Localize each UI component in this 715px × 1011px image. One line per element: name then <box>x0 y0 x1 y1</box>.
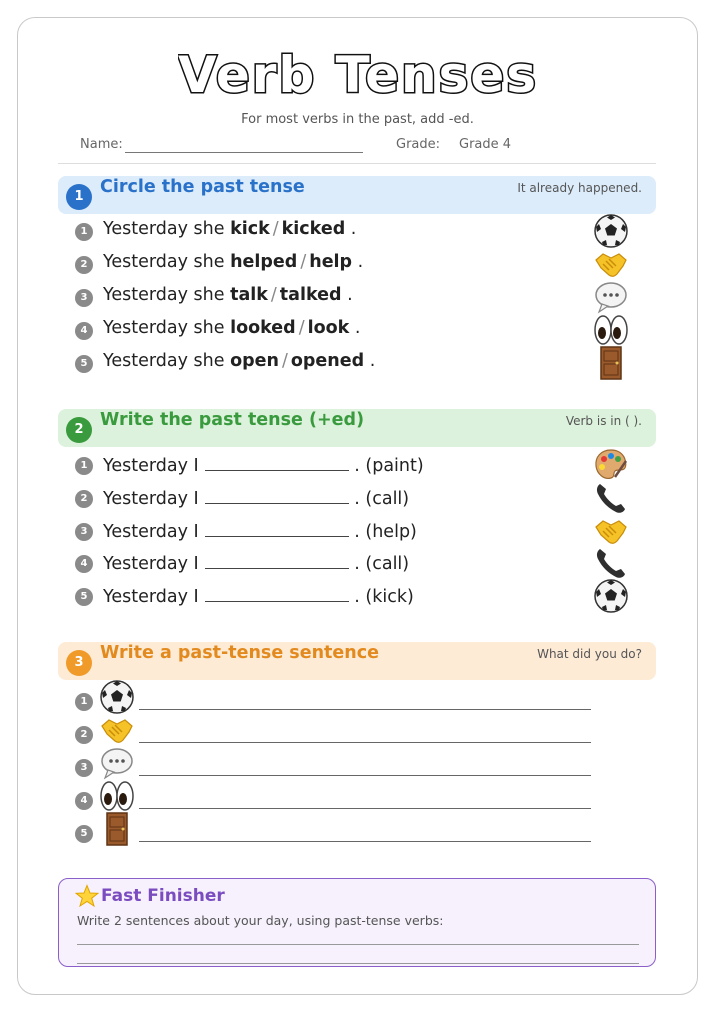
fast-finisher-box <box>58 878 656 967</box>
item-prefix: Yesterday she <box>103 219 225 239</box>
section-number: 3 <box>66 650 92 676</box>
answer-blank[interactable] <box>205 584 349 602</box>
handshake-icon <box>593 246 629 282</box>
item-number: 5 <box>75 355 93 373</box>
item-number: 3 <box>75 759 93 777</box>
item-prefix: Yesterday I <box>103 522 199 542</box>
name-field[interactable] <box>125 152 363 153</box>
answer-blank[interactable] <box>205 486 349 504</box>
item-verb: . (call) <box>354 489 410 509</box>
section-3-item <box>75 718 595 748</box>
section-3-item <box>75 817 595 847</box>
answer-blank[interactable] <box>205 519 349 537</box>
section-2-header <box>58 409 656 447</box>
page-title <box>0 40 715 110</box>
writing-line[interactable] <box>77 944 639 945</box>
choice-option[interactable]: open <box>230 351 279 371</box>
item-end: . <box>347 285 353 305</box>
palette-icon <box>593 447 629 483</box>
item-verb: . (call) <box>354 554 410 574</box>
section-hint: Verb is in ( ). <box>565 414 642 428</box>
soccer-ball-icon <box>593 578 629 614</box>
section-number: 1 <box>66 184 92 210</box>
item-number: 1 <box>75 693 93 711</box>
speech-bubble-icon <box>99 745 135 781</box>
item-prefix: Yesterday I <box>103 554 199 574</box>
item-end: . <box>350 219 357 239</box>
door-icon <box>99 811 135 847</box>
finisher-instructions: Write 2 sentences about your day, using past-tense verbs: <box>77 913 444 928</box>
item-number: 4 <box>75 322 93 340</box>
grade-label: Grade: <box>396 137 441 152</box>
sentence-line[interactable] <box>139 742 591 743</box>
item-number: 2 <box>75 256 93 274</box>
door-icon <box>593 345 629 381</box>
soccer-ball-icon <box>99 679 135 715</box>
item-verb: . (paint) <box>354 456 424 476</box>
sentence-line[interactable] <box>139 841 591 842</box>
sentence-line[interactable] <box>139 775 591 776</box>
finisher-title: Fast Finisher <box>101 886 225 906</box>
item-prefix: Yesterday she <box>103 285 225 305</box>
choice-option[interactable]: help <box>309 252 353 272</box>
choice-option[interactable]: opened <box>290 351 365 371</box>
item-number: 2 <box>75 726 93 744</box>
section-1-header <box>58 176 656 214</box>
sentence-line[interactable] <box>139 709 591 710</box>
handshake-icon <box>99 712 135 748</box>
section-3-header <box>58 642 656 680</box>
choice-option[interactable]: helped <box>230 252 298 272</box>
eyes-icon <box>593 312 629 348</box>
choice-option[interactable]: kicked <box>281 219 346 239</box>
item-end: . <box>357 252 364 272</box>
phone-icon <box>593 480 629 516</box>
speech-bubble-icon <box>593 279 629 315</box>
item-number: 1 <box>75 457 93 475</box>
choice-option[interactable]: kick <box>230 219 270 239</box>
item-prefix: Yesterday I <box>103 489 199 509</box>
item-end: . <box>354 318 361 338</box>
eyes-icon <box>99 778 135 814</box>
section-title: Write the past tense (+ed) <box>100 410 365 430</box>
item-number: 2 <box>75 490 93 508</box>
section-title: Write a past-tense sentence <box>100 643 379 663</box>
item-number: 3 <box>75 523 93 541</box>
handshake-icon <box>593 513 629 549</box>
phone-icon <box>593 545 629 581</box>
section-3-item <box>75 784 595 814</box>
section-3-item <box>75 685 595 715</box>
header-divider <box>58 163 656 164</box>
item-prefix: Yesterday I <box>103 587 199 607</box>
item-prefix: Yesterday she <box>103 351 225 371</box>
item-number: 4 <box>75 555 93 573</box>
choice-option[interactable]: talk <box>230 285 268 305</box>
choice-option[interactable]: talked <box>279 285 342 305</box>
item-number: 4 <box>75 792 93 810</box>
item-prefix: Yesterday she <box>103 252 225 272</box>
item-number: 5 <box>75 588 93 606</box>
item-prefix: Yesterday I <box>103 456 199 476</box>
item-verb: . (help) <box>354 522 417 542</box>
writing-line[interactable] <box>77 963 639 964</box>
page-title-text: Verb Tenses <box>177 46 538 104</box>
subtitle: For most verbs in the past, add -ed. <box>241 112 474 127</box>
answer-blank[interactable] <box>205 551 349 569</box>
section-hint: What did you do? <box>537 647 642 661</box>
choice-option[interactable]: looked <box>230 318 296 338</box>
section-title: Circle the past tense <box>100 177 305 197</box>
item-number: 3 <box>75 289 93 307</box>
choice-option[interactable]: look <box>307 318 350 338</box>
item-verb: . (kick) <box>354 587 414 607</box>
star-icon <box>75 884 99 908</box>
item-number: 5 <box>75 825 93 843</box>
soccer-ball-icon <box>593 213 629 249</box>
item-number: 1 <box>75 223 93 241</box>
section-hint: It already happened. <box>517 181 642 195</box>
item-end: . <box>369 351 376 371</box>
section-3-item <box>75 751 595 781</box>
sentence-line[interactable] <box>139 808 591 809</box>
name-label: Name: <box>80 137 123 152</box>
section-number: 2 <box>66 417 92 443</box>
answer-blank[interactable] <box>205 453 349 471</box>
grade-value: Grade 4 <box>459 137 512 152</box>
item-prefix: Yesterday she <box>103 318 225 338</box>
